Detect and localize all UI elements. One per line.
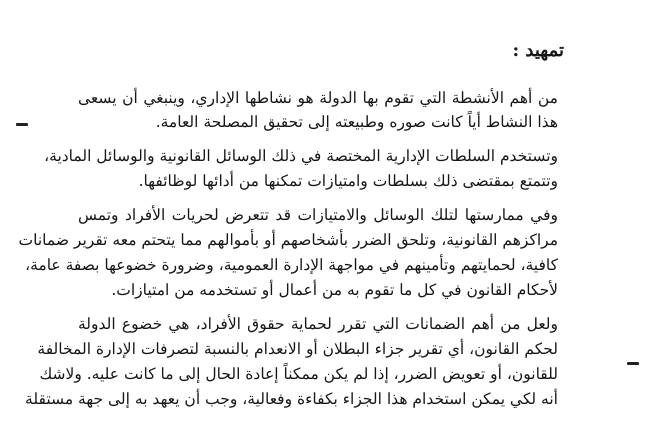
paragraph-line: كافية، لحمايتهم وتأمينهم في مواجهة الإدارة العمومية، وضرورة خضوعها بصفة عامة،	[25, 256, 558, 274]
paragraph-line: أنه لكي يمكن استخدام هذا الجزاء بكفاءة وفعالية، وجب أن يعهد به إلى جهة مستقلة	[25, 390, 558, 408]
paragraph-line: لأحكام القانون في كل ما تقوم به من أعمال أو تستخدمه من امتيازات.	[111, 281, 558, 299]
paragraph-line: مراكزهم القانونية، وتلحق الضرر بأشخاصهم أو بأموالهم مما يتحتم معه تقرير ضمانات	[18, 231, 558, 249]
paragraph-line: وفي ممارستها لتلك الوسائل والامتيازات قد تتعرض لحريات الأفراد وتمس	[78, 206, 558, 224]
paragraph-line: وتستخدم السلطات الإدارية المختصة في ذلك الوسائل القانونية والوسائل المادية،	[44, 147, 558, 165]
paragraph-line: للقانون، أو تعويض الضرر، إذا لم يكن ممكناً إعادة الحال إلى ما كانت عليه. ولاشك	[39, 365, 558, 383]
paragraph-line: لحكم القانون، أي تقرير جزاء البطلان أو الانعدام بالنسبة لتصرفات الإدارة المخالفة	[37, 340, 558, 358]
margin-mark-icon	[627, 362, 639, 365]
paragraph-line: من أهم الأنشطة التي تقوم بها الدولة هو نشاطها الإداري، وينبغي أن يسعى	[78, 89, 558, 107]
paragraph-line: ولعل من أهم الضمانات التي تقرر لحماية حقوق الأفراد، هي خضوع الدولة	[78, 315, 558, 333]
section-heading: تمهيد :	[512, 40, 564, 61]
margin-mark-icon	[16, 123, 28, 126]
paragraph-line: هذا النشاط أياً كانت صوره وطبيعته إلى تحقيق المصلحة العامة.	[155, 113, 558, 131]
paragraph-line: وتتمتع بمقتضى ذلك بسلطات وامتيازات تمكنها من أدائها لوظائفها.	[138, 172, 558, 190]
